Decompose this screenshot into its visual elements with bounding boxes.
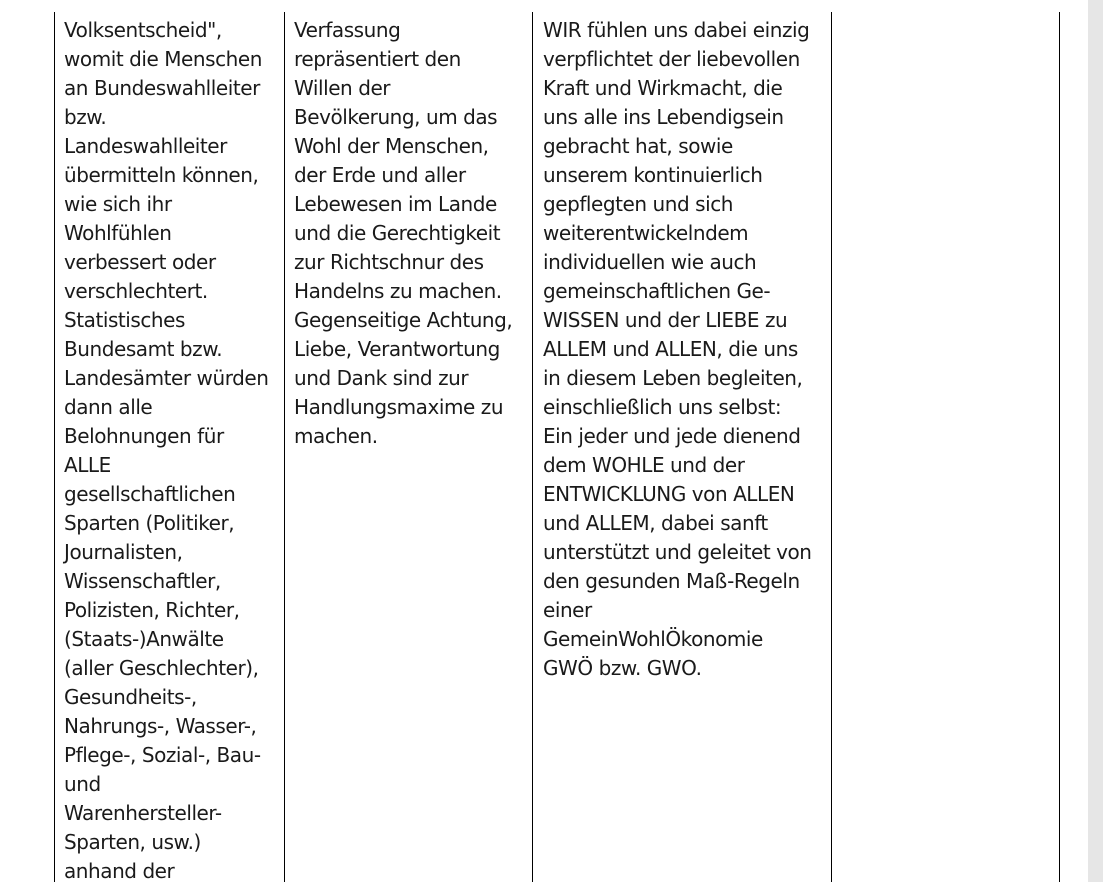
vertical-scrollbar-track[interactable] <box>1088 0 1103 882</box>
table-border-left <box>54 12 55 882</box>
table-cell-col-3: WIR fühlen uns dabei einzig verpflichtet der liebevollen Kraft und Wirkmacht, die uns alle ins Lebendigsein gebracht hat, sowie unserem kontinuierlich gepflegten und sich weiterentwickelndem individuellen wie auch gemeinschaftlichen Ge- WISSEN und der LIEBE zu ALLEM und ALLEN, die uns in diesem Leben begleiten, einschließlich uns selbst: Ein jeder und jede dienend dem WOHLE und der ENTWICKLUNG von ALLEN und ALLEM, dabei sanft unterstützt und geleitet von den gesunden Maß-Regeln einer GemeinWohlÖkonomie GWÖ bzw. GWO. <box>543 18 812 680</box>
table-cell-col-2: Verfassung repräsentiert den Willen der Bevölkerung, um das Wohl der Menschen, der Erde und aller Lebewesen im Lande und die Gerechtigkeit zur Richtschnur des Handelns zu machen. Gegenseitige Achtung, Liebe, Verantwortung und Dank sind zur Handlungsmaxime zu machen. <box>294 18 513 448</box>
table-border-right <box>1059 12 1060 882</box>
table-border-col-3 <box>831 12 832 882</box>
table-cell-col-1: Volksentscheid", womit die Menschen an Bundeswahlleiter bzw. Landeswahlleiter übermitteln können, wie sich ihr Wohlfühlen verbessert oder verschlechtert. Statistisches Bundesamt bzw. Landesämter würden dann alle Belohnungen für ALLE gesellschaftlichen Sparten (Politiker, Journalisten, Wissenschaftler, Polizisten, Richter, (Staats-)Anwälte (aller Geschlechter), Gesundheits-, Nahrungs-, Wasser-, Pflege-, Sozial-, Bau- und Warenhersteller- Sparten, usw.) anhand der <box>64 18 269 883</box>
table-border-col-1 <box>284 12 285 882</box>
table-border-col-2 <box>532 12 533 882</box>
